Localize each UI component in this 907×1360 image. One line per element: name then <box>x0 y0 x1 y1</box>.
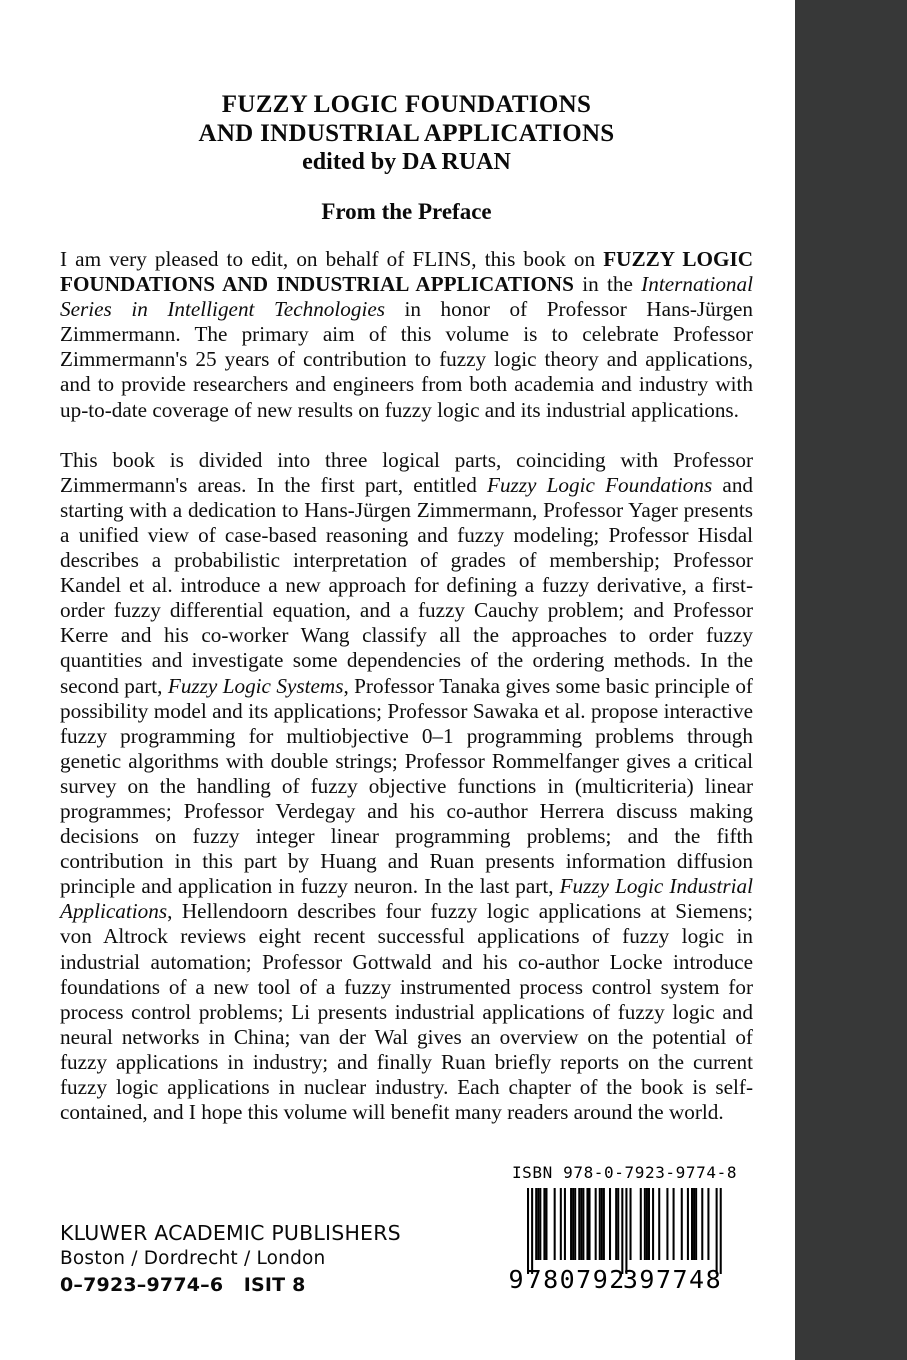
preface-paragraph-1 <box>60 247 753 423</box>
p1-italic-series: International Series in Intelligent Technologies <box>60 272 753 322</box>
svg-text:397748: 397748 <box>622 1265 723 1292</box>
book-title-line-2: AND INDUSTRIAL APPLICATIONS <box>198 120 615 147</box>
p1-segment-3: in honor of Professor Hans-Jürgen Zimmermann. The primary aim of this volume is to celebrate Professor Zimmermann's 25 years of contribution to fuzzy logic theory and applications, and to provide researchers and engineers from both academia and industry with up-to-date coverage of new results on fuzzy logic and its industrial applications. <box>60 297 754 422</box>
publisher-isbn-series-line: 0–7923–9774–6 ISIT 8 <box>60 1274 306 1296</box>
barcode-block <box>503 1163 746 1292</box>
p2-segment-3: , Professor Tanaka gives some basic principle of possibility model and its applications; Professor Sawaka et al. propose interactive fuzzy programming for multiobjective 0–1 programming problems through genetic algorithms with double strings; Professor Rommelfanger gives a critical survey on the handling of fuzzy objective functions in (multicriteria) linear programmes; Professor Verdegay and his co-author Herrera discuss making decisions on fuzzy integer linear programming problems; and the fifth contribution in this part by Huang and Ruan presents information diffusion principle and application in fuzzy neuron. In the last part, <box>60 673 753 899</box>
publisher-cities: Boston / Dordrecht / London <box>60 1248 326 1269</box>
book-editor: edited by DA RUAN <box>302 149 511 175</box>
preface-heading: From the Preface <box>321 199 492 224</box>
publisher-block <box>60 1220 401 1298</box>
p2-italic-part-2: Fuzzy Logic Systems <box>167 673 344 698</box>
p2-italic-part-1: Fuzzy Logic Foundations <box>487 472 713 497</box>
p2-segment-1: This book is divided into three logical parts, coinciding with Professor Zimmermann's areas. In the first part, entitled <box>60 447 753 497</box>
p2-italic-part-3: Fuzzy Logic Industrial Applications <box>60 874 753 924</box>
p2-segment-2: and starting with a dedication to Hans-Jürgen Zimmermann, Professor Yager presents a unified view of case-based reasoning and fuzzy modeling; Professor Hisdal describes a probabilistic interpretation of grades of membership; Professor Kandel et al. introduce a new approach for defining a fuzzy derivative, a first-order fuzzy differential equation, and a fuzzy Cauchy problem; and Professor Kerre and his co-worker Wang classify all the approaches to order fuzzy quantities and investigate some dependencies of the ordering methods. In the second part, <box>60 472 754 698</box>
p1-bold-title: FUZZY LOGIC FOUNDATIONS AND INDUSTRIAL APPLICATIONS <box>60 247 753 297</box>
title-block <box>60 0 753 225</box>
p1-segment-2: in the <box>573 272 642 297</box>
p2-segment-4: , Hellendoorn describes four fuzzy logic applications at Siemens; von Altrock reviews eight recent successful applications of fuzzy logic in industrial automation; Professor Gottwald and his co-author Locke introduce foundations of a new tool of a fuzzy instrumented process control system for process control problems; Li presents industrial applications of fuzzy logic and neural networks in China; van der Wal gives an overview on the potential of fuzzy applications in industry; and finally Ruan briefly reports on the current fuzzy logic applications in nuclear industry. Each chapter of the book is self-contained, and I hope this volume will benefit many readers around the world. <box>60 899 753 1125</box>
book-title-line-1: FUZZY LOGIC FOUNDATIONS <box>221 91 592 118</box>
cover-footer <box>0 1145 795 1360</box>
publisher-name: KLUWER ACADEMIC PUBLISHERS <box>60 1221 401 1245</box>
svg-text:780792: 780792 <box>526 1265 626 1292</box>
ean13-barcode-icon <box>503 1184 746 1292</box>
preface-paragraph-2 <box>60 448 753 1126</box>
isbn-label: ISBN 978-0-7923-9774-8 <box>511 1163 738 1182</box>
p1-segment-1: I am very pleased to edit, on behalf of FLINS, this book on <box>60 247 604 271</box>
svg-text:9: 9 <box>508 1265 524 1292</box>
book-spine-band <box>795 0 907 1360</box>
